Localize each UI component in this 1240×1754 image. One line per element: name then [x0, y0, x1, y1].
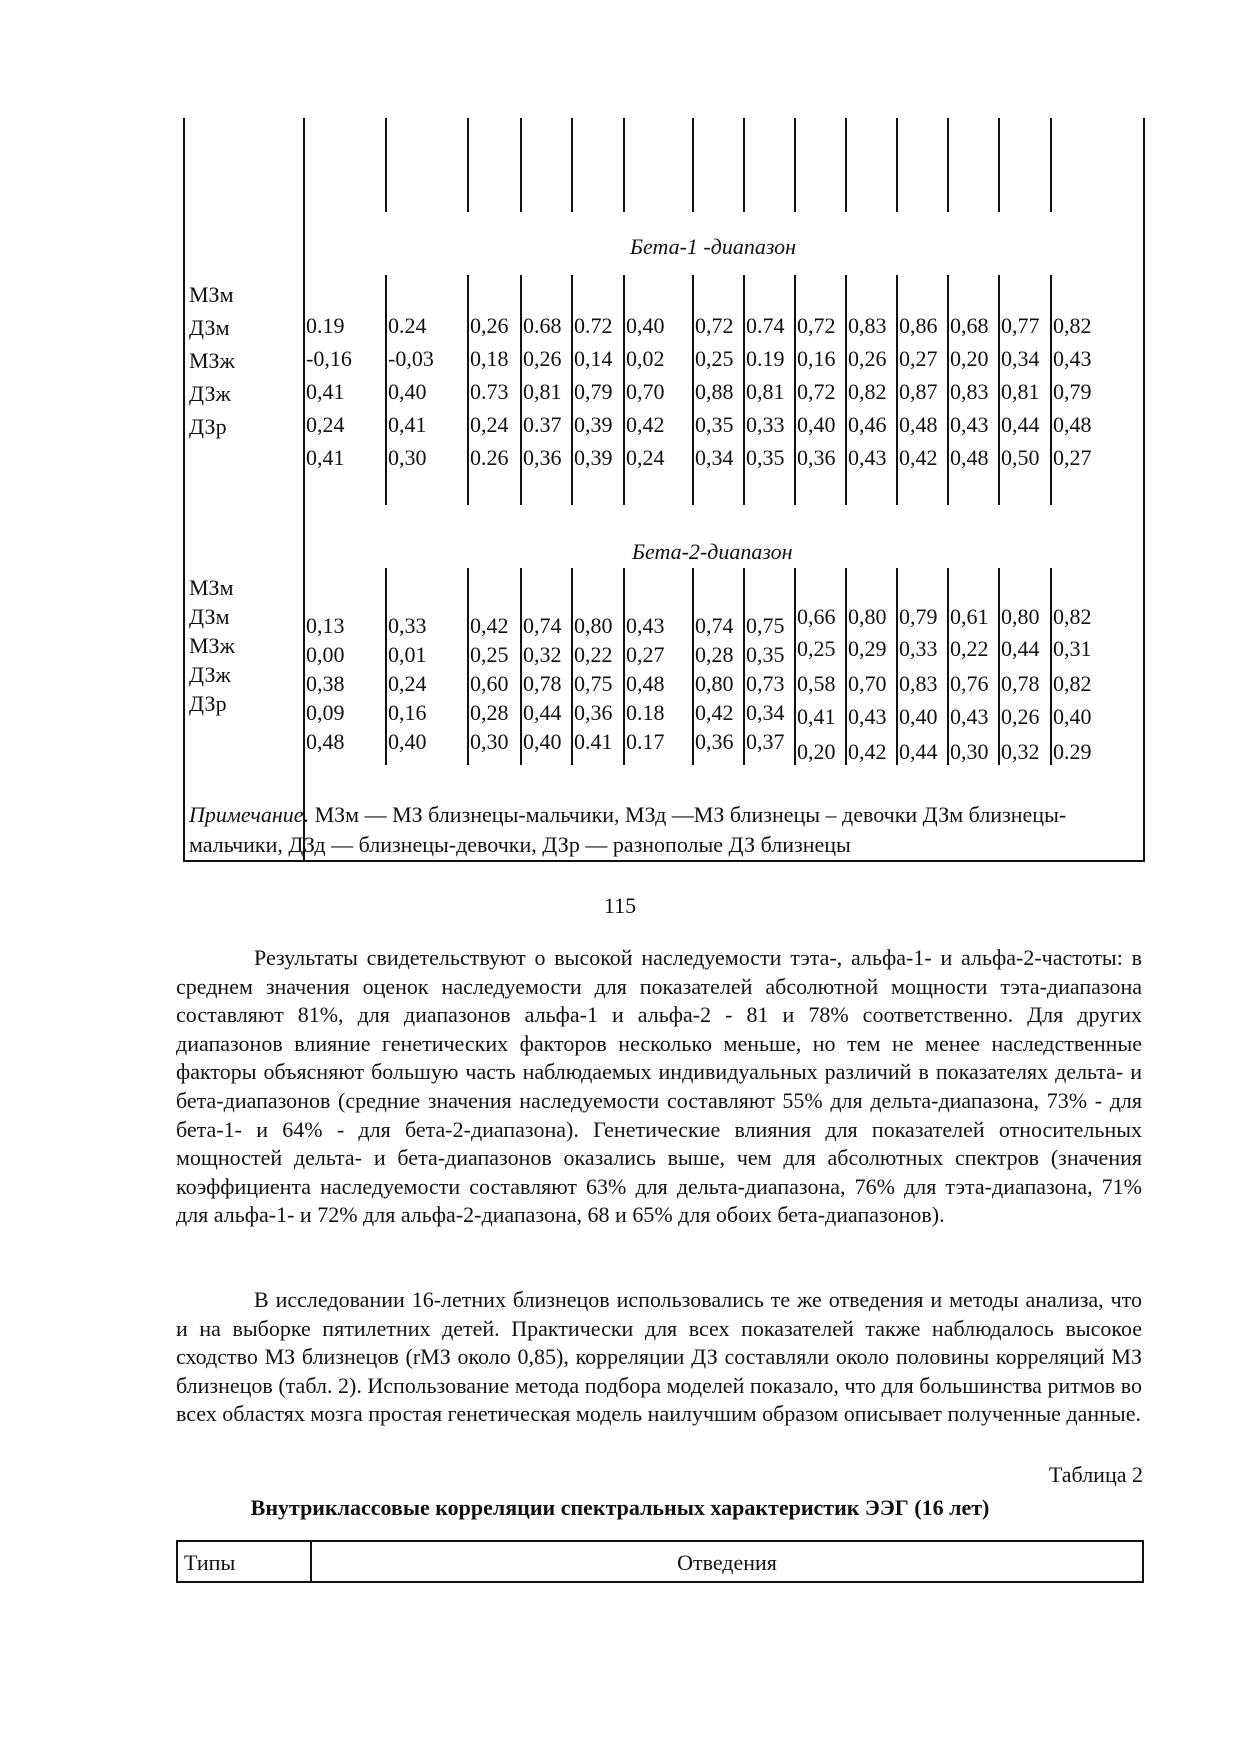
table-cell: 0,24 — [626, 445, 665, 470]
table-cell: 0,81 — [746, 379, 785, 404]
table1-column-rule — [623, 275, 625, 505]
table-cell: 0,75 — [746, 613, 785, 638]
table-cell: 0,73 — [746, 671, 785, 696]
table-cell: 0,42 — [470, 613, 509, 638]
table-cell: 0,31 — [1053, 636, 1092, 661]
table-cell: 0.68 — [523, 313, 562, 338]
table1-column-rule — [998, 568, 1000, 765]
table1-column-rule — [743, 568, 745, 765]
table-cell: 0,26 — [1001, 704, 1040, 729]
table-cell: 0,42 — [626, 412, 665, 437]
table-cell: 0,80 — [848, 604, 887, 629]
table-cell: 0,43 — [950, 704, 989, 729]
table1-column-rule — [623, 118, 625, 212]
table-cell: 0,81 — [523, 379, 562, 404]
table1-column-rule — [743, 275, 745, 505]
table-cell: 0,36 — [523, 445, 562, 470]
table-cell: 0,42 — [695, 700, 734, 725]
table-cell: 0,16 — [388, 700, 427, 725]
table-cell: 0,38 — [306, 671, 345, 696]
table-cell: 0,66 — [797, 604, 836, 629]
table-cell: -0,16 — [306, 346, 352, 371]
table-cell: 0,80 — [1001, 604, 1040, 629]
table-cell: 0,44 — [1001, 636, 1040, 661]
table-cell: 0,30 — [388, 445, 427, 470]
table-cell: 0,77 — [1001, 313, 1040, 338]
table-cell: 0,82 — [848, 379, 887, 404]
table-cell: 0,36 — [574, 700, 613, 725]
table-cell: 0,43 — [950, 412, 989, 437]
table-cell: 0,82 — [1053, 313, 1092, 338]
row-label: МЗм — [189, 575, 234, 600]
table-cell: 0,42 — [848, 739, 887, 764]
table1-column-rule — [692, 568, 694, 765]
paragraph-2: В исследовании 16-летних близнецов использовались те же отведения и методы анализа, что и на выборке пятилетних детей. Практически для всех показателей также наблюдалось высокое сходство МЗ близнецов (rМЗ около 0,85), корреляции ДЗ составляли около половины корреляций МЗ близнецов (табл. 2). Использование метода подбора моделей показало, что для большинства ритмов во всех областях мозга простая генетическая модель наилучшим образом описывает полученные данные. — [176, 1287, 1142, 1427]
table1-column-rule — [794, 568, 796, 765]
table-cell: 0.17 — [626, 729, 665, 754]
table-cell: 0,28 — [695, 642, 734, 667]
table-cell: 0,34 — [695, 445, 734, 470]
table-cell: 0.19 — [746, 346, 785, 371]
table1-column-rule — [947, 275, 949, 505]
table1-first-column-rule — [303, 118, 305, 862]
row-label: ДЗж — [189, 381, 231, 406]
table1-column-rule — [571, 118, 573, 212]
table-cell: 0,88 — [695, 379, 734, 404]
row-label: МЗж — [189, 633, 235, 658]
table-cell: 0,48 — [899, 412, 938, 437]
table-cell: 0,58 — [797, 671, 836, 696]
table-cell: 0,22 — [950, 636, 989, 661]
table-cell: 0,74 — [695, 613, 734, 638]
table1-column-rule — [623, 568, 625, 765]
table2-number: Таблица 2 — [1048, 1462, 1143, 1487]
table-cell: 0,30 — [950, 739, 989, 764]
table2-header — [176, 1540, 1144, 1583]
table-cell: 0.37 — [523, 412, 562, 437]
table-cell: 0,79 — [574, 379, 613, 404]
table1-column-rule — [896, 118, 898, 212]
table1-column-rule — [845, 275, 847, 505]
table-cell: 0,40 — [388, 729, 427, 754]
table1-column-rule — [1050, 568, 1052, 765]
table-cell: 0,32 — [1001, 739, 1040, 764]
table-cell: 0,25 — [695, 346, 734, 371]
table-cell: 0,61 — [950, 604, 989, 629]
table1-column-rule — [467, 275, 469, 505]
table-cell: 0,13 — [306, 613, 345, 638]
table-cell: 0,68 — [950, 313, 989, 338]
table-cell: 0,22 — [574, 642, 613, 667]
table-cell: 0,36 — [695, 729, 734, 754]
table-cell: 0,32 — [523, 642, 562, 667]
table-cell: 0,18 — [470, 346, 509, 371]
row-label: ДЗм — [189, 604, 230, 629]
table-cell: 0,30 — [470, 729, 509, 754]
table-cell: 0,70 — [848, 671, 887, 696]
table-cell: 0,41 — [306, 379, 345, 404]
table-cell: 0,39 — [574, 412, 613, 437]
table-cell: 0,35 — [695, 412, 734, 437]
table-cell: 0,40 — [899, 704, 938, 729]
table2-col-leads: Отведения — [677, 1550, 777, 1575]
table-cell: 0,35 — [746, 445, 785, 470]
table-cell: 0,48 — [626, 671, 665, 696]
page-number: 115 — [603, 893, 637, 918]
table1-note — [189, 800, 1139, 860]
row-label: ДЗж — [189, 662, 231, 687]
table-cell: 0,26 — [848, 346, 887, 371]
note-text: МЗм — МЗ близнецы-мальчики, МЗд —МЗ близнецы – девочки ДЗм близнецы-мальчики, ДЗд — близнецы-девочки, ДЗр — разнополые ДЗ близнецы — [189, 802, 1067, 857]
beta2-title: Бета-2-диапазон — [632, 539, 793, 564]
table-cell: 0,80 — [695, 671, 734, 696]
table1-column-rule — [998, 118, 1000, 212]
table-cell: 0,27 — [899, 346, 938, 371]
table-cell: 0,41 — [797, 704, 836, 729]
table-cell: 0,78 — [1001, 671, 1040, 696]
table-cell: 0,24 — [388, 671, 427, 696]
table-cell: 0,87 — [899, 379, 938, 404]
table-cell: 0,43 — [626, 613, 665, 638]
table-cell: 0,46 — [848, 412, 887, 437]
table-cell: 0,37 — [746, 729, 785, 754]
table-cell: 0,86 — [899, 313, 938, 338]
table1-column-rule — [385, 275, 387, 505]
table1-column-rule — [845, 118, 847, 212]
table1-column-rule — [896, 275, 898, 505]
row-label: МЗм — [189, 282, 234, 307]
table-cell: 0,20 — [797, 739, 836, 764]
table-cell: 0,40 — [626, 313, 665, 338]
table1-column-rule — [692, 118, 694, 212]
table-cell: 0,72 — [695, 313, 734, 338]
table-cell: -0,03 — [388, 346, 434, 371]
table-cell: 0,02 — [626, 346, 665, 371]
table-cell: 0.29 — [1053, 739, 1092, 764]
table2-col-types: Типы — [184, 1550, 236, 1575]
table1-column-rule — [794, 118, 796, 212]
row-label: ДЗм — [189, 315, 230, 340]
table-cell: 0,24 — [470, 412, 509, 437]
table-cell: 0,50 — [1001, 445, 1040, 470]
table-cell: 0,28 — [470, 700, 509, 725]
table-cell: 0,00 — [306, 642, 345, 667]
table1-column-rule — [947, 568, 949, 765]
table-cell: 0,83 — [950, 379, 989, 404]
table-cell: 0,25 — [470, 642, 509, 667]
beta1-title: Бета-1 -диапазон — [630, 234, 797, 259]
table-cell: 0,14 — [574, 346, 613, 371]
table-cell: 0,29 — [848, 636, 887, 661]
table-cell: 0,78 — [523, 671, 562, 696]
table-cell: 0,26 — [523, 346, 562, 371]
table-cell: 0,83 — [899, 671, 938, 696]
table-cell: 0,35 — [746, 642, 785, 667]
table1-column-rule — [467, 118, 469, 212]
table-cell: 0,43 — [1053, 346, 1092, 371]
table-cell: 0,82 — [1053, 671, 1092, 696]
table-cell: 0,44 — [523, 700, 562, 725]
table-cell: 0,09 — [306, 700, 345, 725]
table-cell: 0.18 — [626, 700, 665, 725]
table1-column-rule — [692, 275, 694, 505]
table-cell: 0,26 — [470, 313, 509, 338]
table-cell: 0,60 — [470, 671, 509, 696]
table1-column-rule — [1050, 118, 1052, 212]
table-cell: 0,75 — [574, 671, 613, 696]
table1-column-rule — [520, 118, 522, 212]
table-cell: 0,24 — [306, 412, 345, 437]
table-cell: 0.41 — [574, 729, 613, 754]
table-cell: 0,40 — [388, 379, 427, 404]
table-cell: 0,40 — [797, 412, 836, 437]
table-cell: 0,20 — [950, 346, 989, 371]
table2-title: Внутриклассовые корреляции спектральных характеристик ЭЭГ (16 лет) — [250, 1495, 990, 1520]
table1-column-rule — [520, 568, 522, 765]
table-cell: 0,27 — [626, 642, 665, 667]
table1-column-rule — [1050, 275, 1052, 505]
table1-column-rule — [947, 118, 949, 212]
table-cell: 0.72 — [574, 313, 613, 338]
table-cell: 0.74 — [746, 313, 785, 338]
table-cell: 0,72 — [797, 313, 836, 338]
table-cell: 0,44 — [899, 739, 938, 764]
table1-column-rule — [385, 568, 387, 765]
table-cell: 0.19 — [306, 313, 345, 338]
table-cell: 0,79 — [899, 604, 938, 629]
table1-column-rule — [896, 568, 898, 765]
table-cell: 0,43 — [848, 445, 887, 470]
table-cell: 0,40 — [1053, 704, 1092, 729]
table-cell: 0,43 — [848, 704, 887, 729]
table-cell: 0.24 — [388, 313, 427, 338]
table-cell: 0,70 — [626, 379, 665, 404]
table-cell: 0,81 — [1001, 379, 1040, 404]
table1-column-rule — [467, 568, 469, 765]
table-cell: 0,34 — [1001, 346, 1040, 371]
table1-column-rule — [845, 568, 847, 765]
table-cell: 0.73 — [470, 379, 509, 404]
row-label: МЗж — [189, 348, 235, 373]
table-cell: 0,80 — [574, 613, 613, 638]
table-cell: 0.26 — [470, 445, 509, 470]
table-cell: 0,44 — [1001, 412, 1040, 437]
table-cell: 0,34 — [746, 700, 785, 725]
row-label: ДЗр — [189, 414, 227, 439]
table-cell: 0,33 — [388, 613, 427, 638]
table-cell: 0,41 — [388, 412, 427, 437]
row-label: ДЗр — [189, 691, 227, 716]
table-cell: 0,76 — [950, 671, 989, 696]
table-cell: 0,74 — [523, 613, 562, 638]
table-cell: 0,39 — [574, 445, 613, 470]
table-cell: 0,27 — [1053, 445, 1092, 470]
table-cell: 0,40 — [523, 729, 562, 754]
table-cell: 0,42 — [899, 445, 938, 470]
table-cell: 0,25 — [797, 636, 836, 661]
table-cell: 0,16 — [797, 346, 836, 371]
table1-column-rule — [794, 275, 796, 505]
table1-column-rule — [520, 275, 522, 505]
table-cell: 0,83 — [848, 313, 887, 338]
table-cell: 0,33 — [746, 412, 785, 437]
table-cell: 0,33 — [899, 636, 938, 661]
table1-column-rule — [385, 118, 387, 212]
table1-column-rule — [998, 275, 1000, 505]
table-cell: 0,72 — [797, 379, 836, 404]
table-cell: 0,48 — [306, 729, 345, 754]
table-cell: 0,01 — [388, 642, 427, 667]
note-label: Примечание. — [189, 802, 310, 827]
table-cell: 0,48 — [1053, 412, 1092, 437]
table-cell: 0,79 — [1053, 379, 1092, 404]
table-cell: 0,82 — [1053, 604, 1092, 629]
paragraph-1: Результаты свидетельствуют о высокой наследуемости тэта-, альфа-1- и альфа-2-частоты: в среднем значения оценок наследуемости для показателей абсолютной мощности тэта-диапазона составляют 81%, для диапазонов альфа-1 и альфа-2 - 81 и 78% соответственно. Для других диапазонов влияние генетических факторов несколько меньше, но тем не менее наследственные факторы объясняют большую часть наблюдаемых индивидуальных различий в показателях дельта- и бета-диапазонов (средние значения наследуемости составляют 55% для дельта-диапазона, 73% - для бета-1- и 64% - для бета-2-диапазона). Генетические влияния для показателей относительных мощностей дельта- и бета-диапазонов оказались выше, чем для абсолютных спектров (значения коэффициента наследуемости составляют 63% для дельта-диапазона, 76% для тэта-диапазона, 71% для альфа-1- и 72% для альфа-2-диапазона, 68 и 65% для обоих бета-диапазонов). — [176, 945, 1142, 1228]
table-cell: 0,48 — [950, 445, 989, 470]
table-cell: 0,41 — [306, 445, 345, 470]
table1-column-rule — [571, 568, 573, 765]
table1-column-rule — [571, 275, 573, 505]
table1-column-rule — [743, 118, 745, 212]
table-cell: 0,36 — [797, 445, 836, 470]
